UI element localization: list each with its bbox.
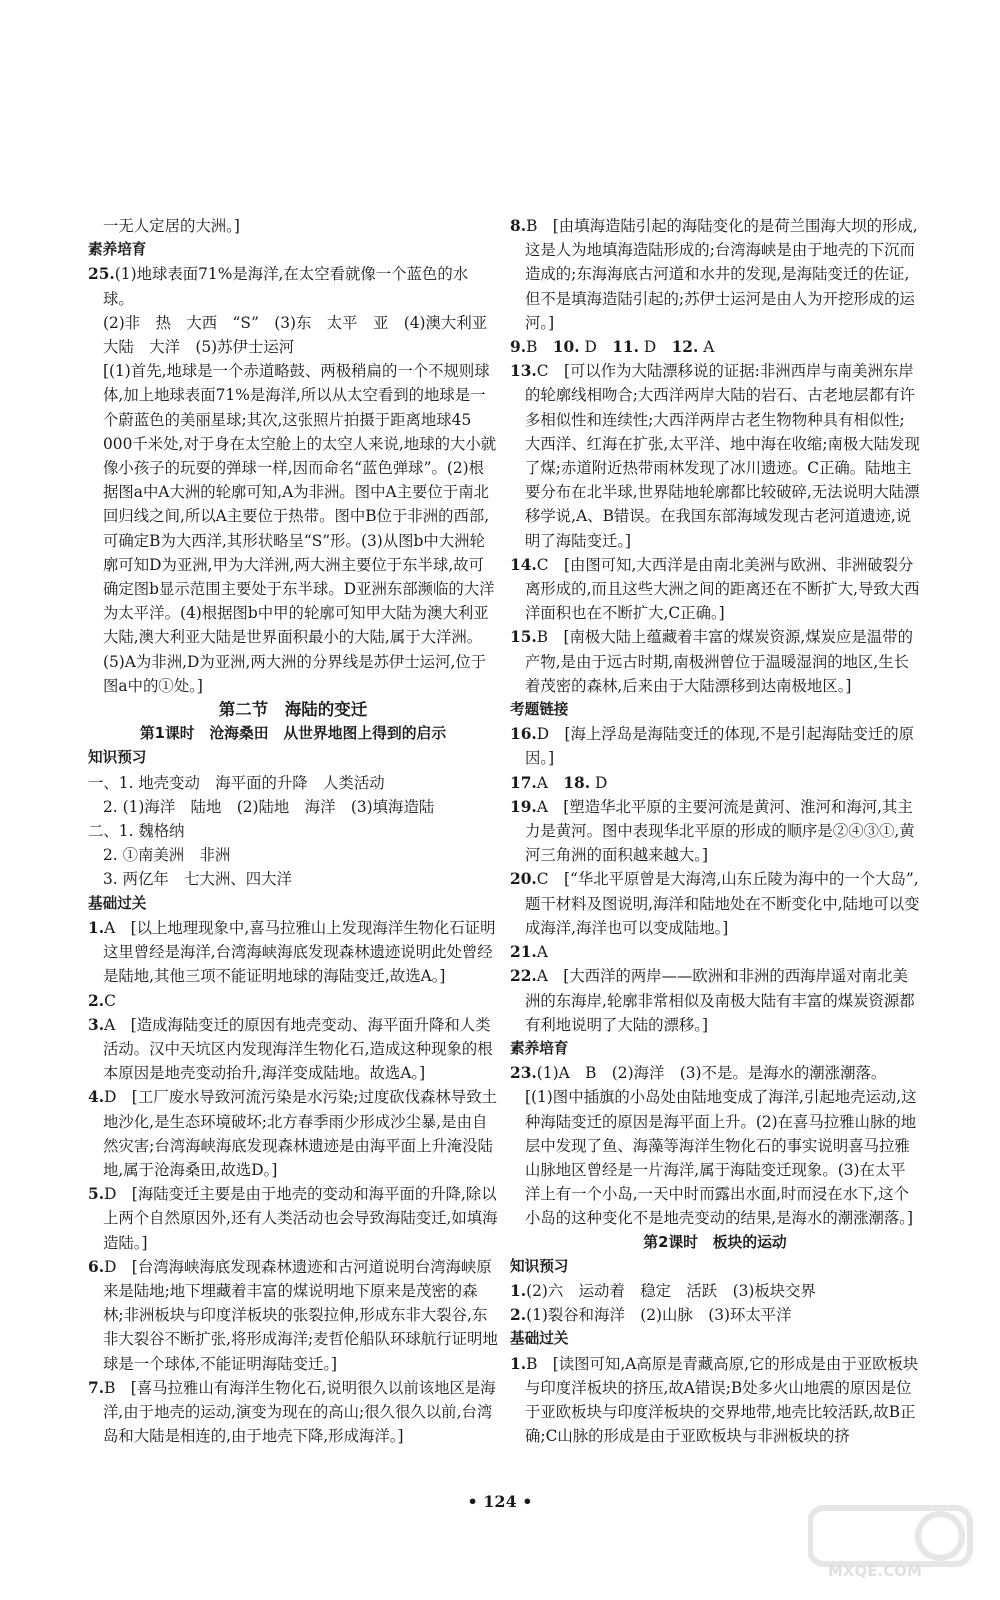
section-title: 第二节 海陆的变迁 (218, 700, 368, 720)
answer-number: 3. (88, 1015, 105, 1034)
answer-item (510, 1279, 920, 1303)
section-heading: 素养培育 (88, 241, 147, 259)
answer-text: A [塑造华北平原的主要河流是黄河、淮河和海河,其主力是黄河。图中表现华北平原的形成的顺序是②④③①,黄河三角洲的面积越来越大。] (525, 797, 915, 865)
answer-number: 19. (510, 797, 537, 816)
answer-text: B [读图可知,A高原是青藏高原,它的形成是由于亚欧板块与印度洋板块的挤压,故A错误;B处多火山地震的原因是位于亚欧板块与印度洋板块的交界地带,地壳比较活跃,故B正确;C山脉的形成是由于亚欧板块与非洲板块的挤 (525, 1354, 919, 1446)
text-paragraph: 一、1. 地壳变动 海平面的升降 人类活动 (88, 773, 385, 792)
answer-item (510, 359, 920, 553)
answer-item (510, 335, 920, 359)
answer-text: B [喜马拉雅山有海洋生物化石,说明很久以前该地区是海洋,由于地壳的运动,演变为现在的高山;很久很久以前,台湾岛和大陆是相连的,由于地壳下降,形成海洋。] (103, 1378, 496, 1446)
section-heading: 基础过关 (510, 1330, 569, 1348)
text-paragraph: 二、1. 魏格纳 (88, 822, 185, 841)
text-paragraph: 一无人定居的大洲。] (103, 217, 240, 235)
answer-item (88, 1182, 498, 1255)
answer-item (88, 1255, 498, 1376)
answer-number: 22. (510, 967, 537, 986)
answer-text: A [以上地理现象中,喜马拉雅山上发现海洋生物化石证明这里曾经是海洋,台湾海峡海底发现森林遗迹说明此处曾经是陆地,其他三项不能证明地球的海陆变迁,故选A。] (103, 918, 496, 986)
answer-text: (2)六 运动着 稳定 活跃 (3)板块交界 (526, 1281, 816, 1300)
section-heading: 知识预习 (88, 749, 147, 767)
text-paragraph: [(1)图中插旗的小岛处由陆地变成了海洋,引起地壳运动,这种海陆变迁的原因是海平面上升。(2)在喜马拉雅山脉的地层中发现了鱼、海藻等海洋生物化石的事实说明喜马拉雅山脉地区曾经是一片海洋,属于海陆变迁现象。(3)在太平洋上有一个小岛,一天中时而露出水面,时而浸在水下,这个小岛的这种变化不是地壳变动的结果,是海水的潮涨潮落。] (525, 1088, 917, 1228)
text-paragraph: (2)非 热 大西 “S” (3)东 太平 亚 (4)澳大利亚大陆 大洋 (5)苏伊士运河 (103, 313, 488, 357)
answer-number: 15. (510, 628, 537, 647)
answer-item (88, 262, 498, 310)
answer-item (510, 964, 920, 1037)
answer-number: 16. (510, 725, 537, 744)
answer-number: 13. (510, 362, 537, 381)
answer-item (510, 795, 920, 868)
answer-item (510, 940, 920, 964)
answer-number: 8. (510, 217, 527, 235)
section-heading: 基础过关 (88, 894, 147, 912)
text-paragraph: 3. 两亿年 七大洲、四大洋 (103, 870, 292, 889)
answer-item (510, 1061, 920, 1085)
answer-number: 21. (510, 943, 537, 962)
answer-text: (1)裂谷和海洋 (2)山脉 (3)环太平洋 (526, 1306, 792, 1325)
answer-number: 1. (510, 1281, 527, 1300)
answer-number: 23. (510, 1064, 537, 1083)
watermark-logo-icon (808, 1500, 978, 1570)
section-title: 第2课时 板块的运动 (643, 1233, 787, 1251)
text-paragraph: 2. ①南美洲 非洲 (103, 846, 231, 865)
section-title: 第1课时 沧海桑田 从世界地图上得到的启示 (139, 725, 447, 743)
answer-item (510, 771, 920, 795)
answer-text: D [工厂废水导致河流污染是水污染;过度砍伐森林导致土地沙化,是生态环境破坏;北方春季雨少形成沙尘暴,是由自然灾害;台湾海峡海底发现森林遗迹是由海平面上升淹没陆地,属于沧海桑田,故选D。] (103, 1088, 497, 1179)
answer-item (88, 1085, 498, 1182)
answer-item (88, 1013, 498, 1086)
answer-item (88, 1376, 498, 1449)
section-heading: 素养培育 (510, 1039, 569, 1057)
answer-text: D [海陆变迁主要是由于地壳的变动和海平面的升降,除以上两个自然原因外,还有人类活动也会导致海陆变迁,如填海造陆。] (103, 1185, 498, 1252)
left-column (88, 214, 498, 1448)
answer-number: 17. (510, 773, 537, 792)
answer-text: B [南极大陆上蕴藏着丰富的煤炭资源,煤炭应是温带的产物,是由于远古时期,南极洲曾位于温暖湿润的地区,生长着茂密的森林,后来由于大陆漂移到达南极地区。] (525, 628, 913, 695)
answer-text: C [可以作为大陆漂移说的证据:非洲西岸与南美洲东岸的轮廓线相吻合;大西洋两岸大陆的岩石、古老地层都有许多相似性和连续性;大西洋两岸古老生物物种具有相似性;大西洋、红海在扩张,太平洋、地中海在收缩;南极大陆发现了煤;赤道附近热带雨林发现了冰川遗迹。C正确。陆地主要分布在北半球,世界陆地轮廓都比较破碎,无法说明大陆漂移学说,A、B错误。在我国东部海域发现古老河道遗迹,说明了海陆变迁。] (525, 362, 920, 550)
answer-number: 2. (510, 1306, 527, 1325)
answer-number: 4. (88, 1088, 105, 1107)
answer-text: B 10. D 11. D 12. A (526, 338, 715, 357)
answer-number: 14. (510, 555, 537, 574)
answer-item (510, 214, 920, 335)
answer-number: 1. (510, 1354, 527, 1373)
answer-number: 7. (88, 1378, 105, 1397)
text-paragraph: 2. (1)海洋 陆地 (2)陆地 海洋 (3)填海造陆 (103, 797, 435, 816)
answer-text: D [台湾海峡海底发现森林遗迹和古河道说明台湾海峡原来是陆地;地下埋藏着丰富的煤说明地下原来是茂密的森林;非洲板块与印度洋板块的张裂拉伸,形成东非大裂谷,东非大裂谷不断扩张,将形成海洋;麦哲伦船队环球航行证明地球是一个球体,不能证明海陆变迁。] (103, 1257, 498, 1373)
answer-number: 6. (88, 1257, 105, 1276)
answer-number: 2. (88, 991, 105, 1010)
text-paragraph: [(1)首先,地球是一个赤道略鼓、两极稍扁的一个不规则球体,加上地球表面71%是海洋,所以从太空看到的地球是一个蔚蓝色的美丽星球;其次,这张照片拍摄于距离地球45 000千米处,对于身在太空舱上的太空人来说,地球的大小就像小孩子的玩耍的弹球一样,因而命名“蓝色弹球”。(2)根据图a中A大洲的轮廓可知,A为非洲。图中A主要位于南北回归线之间,所以A主要位于热带。图中B位于非洲的西部,可确定B为大西洋,其形状略呈“S”形。(3)从图b中大洲轮廓可知D为亚洲,甲为大洋洲,两大洲主要位于东半球,故可确定图b显示范围主要处于东半球。D亚洲东部濒临的大洋为太平洋。(4)根据图b中甲的轮廓可知甲大陆为澳大利亚大陆,澳大利亚大陆是世界面积最小的大陆,属于大洋洲。(5)A为非洲,D为亚洲,两大洲的分界线是苏伊士运河,位于图a中的①处。] (103, 362, 497, 695)
answer-text: A (536, 943, 548, 962)
answer-text: A [大西洋的两岸——欧洲和非洲的西海岸遥对南北美洲的东海岸,轮廓非常相似及南极大陆有丰富的煤炭资源都有利地说明了大陆的漂移。] (525, 967, 915, 1034)
answer-item (510, 867, 920, 940)
right-column (510, 214, 920, 1448)
answer-text: C [由图可知,大西洋是由南北美洲与欧洲、非洲破裂分离形成的,而且这些大洲之间的距离还在不断扩大,导致大西洋面积也在不断扩大,C正确。] (525, 555, 920, 623)
answer-item (510, 553, 920, 626)
section-heading: 知识预习 (510, 1257, 569, 1275)
answer-text: C [“华北平原曾是大海湾,山东丘陵为海中的一个大岛”,题干材料及图说明,海洋和陆地处在不断变化中,陆地可以变成海洋,海洋也可以变成陆地。] (525, 870, 920, 937)
answer-item (510, 625, 920, 698)
answer-text: (1)地球表面71%是海洋,在太空看就像一个蓝色的水球。 (103, 265, 469, 308)
answer-number: 20. (510, 870, 537, 889)
answer-item (510, 722, 920, 770)
answer-text: A [造成海陆变迁的原因有地壳变动、海平面升降和人类活动。汉中天坑区内发现海洋生物化石,造成这种现象的根本原因是地壳变动抬升,海洋变成陆地。故选A。] (103, 1015, 493, 1083)
answer-item (510, 1303, 920, 1327)
answer-text: D [海上浮岛是海陆变迁的体现,不是引起海陆变迁的原因。] (525, 725, 915, 768)
answer-number: 25. (88, 265, 115, 284)
answer-number: 5. (88, 1185, 105, 1204)
section-heading: 考题链接 (510, 701, 569, 719)
answer-number: 9. (510, 338, 527, 357)
answer-text: B [由填海造陆引起的海陆变化的是荷兰围海大坝的形成,这是人为地填海造陆形成的;台湾海峡是由于地壳的下沉而造成的;东海海底古河道和水井的发现,是海陆变迁的佐证,但不是填海造陆引起的;苏伊士运河是由人为开挖形成的运河。] (525, 217, 918, 332)
answer-number: 1. (88, 918, 105, 937)
answer-text: (1)A B (2)海洋 (3)不是。是海水的潮涨潮落。 (536, 1064, 887, 1083)
answer-text: C (104, 991, 116, 1010)
page-number: • 124 • (467, 1492, 533, 1511)
answer-text: A 18. D (536, 773, 608, 792)
answer-item (510, 1352, 920, 1449)
answer-item (88, 916, 498, 989)
answer-item (88, 989, 498, 1013)
watermark-url: MXQE.COM (828, 1562, 922, 1580)
